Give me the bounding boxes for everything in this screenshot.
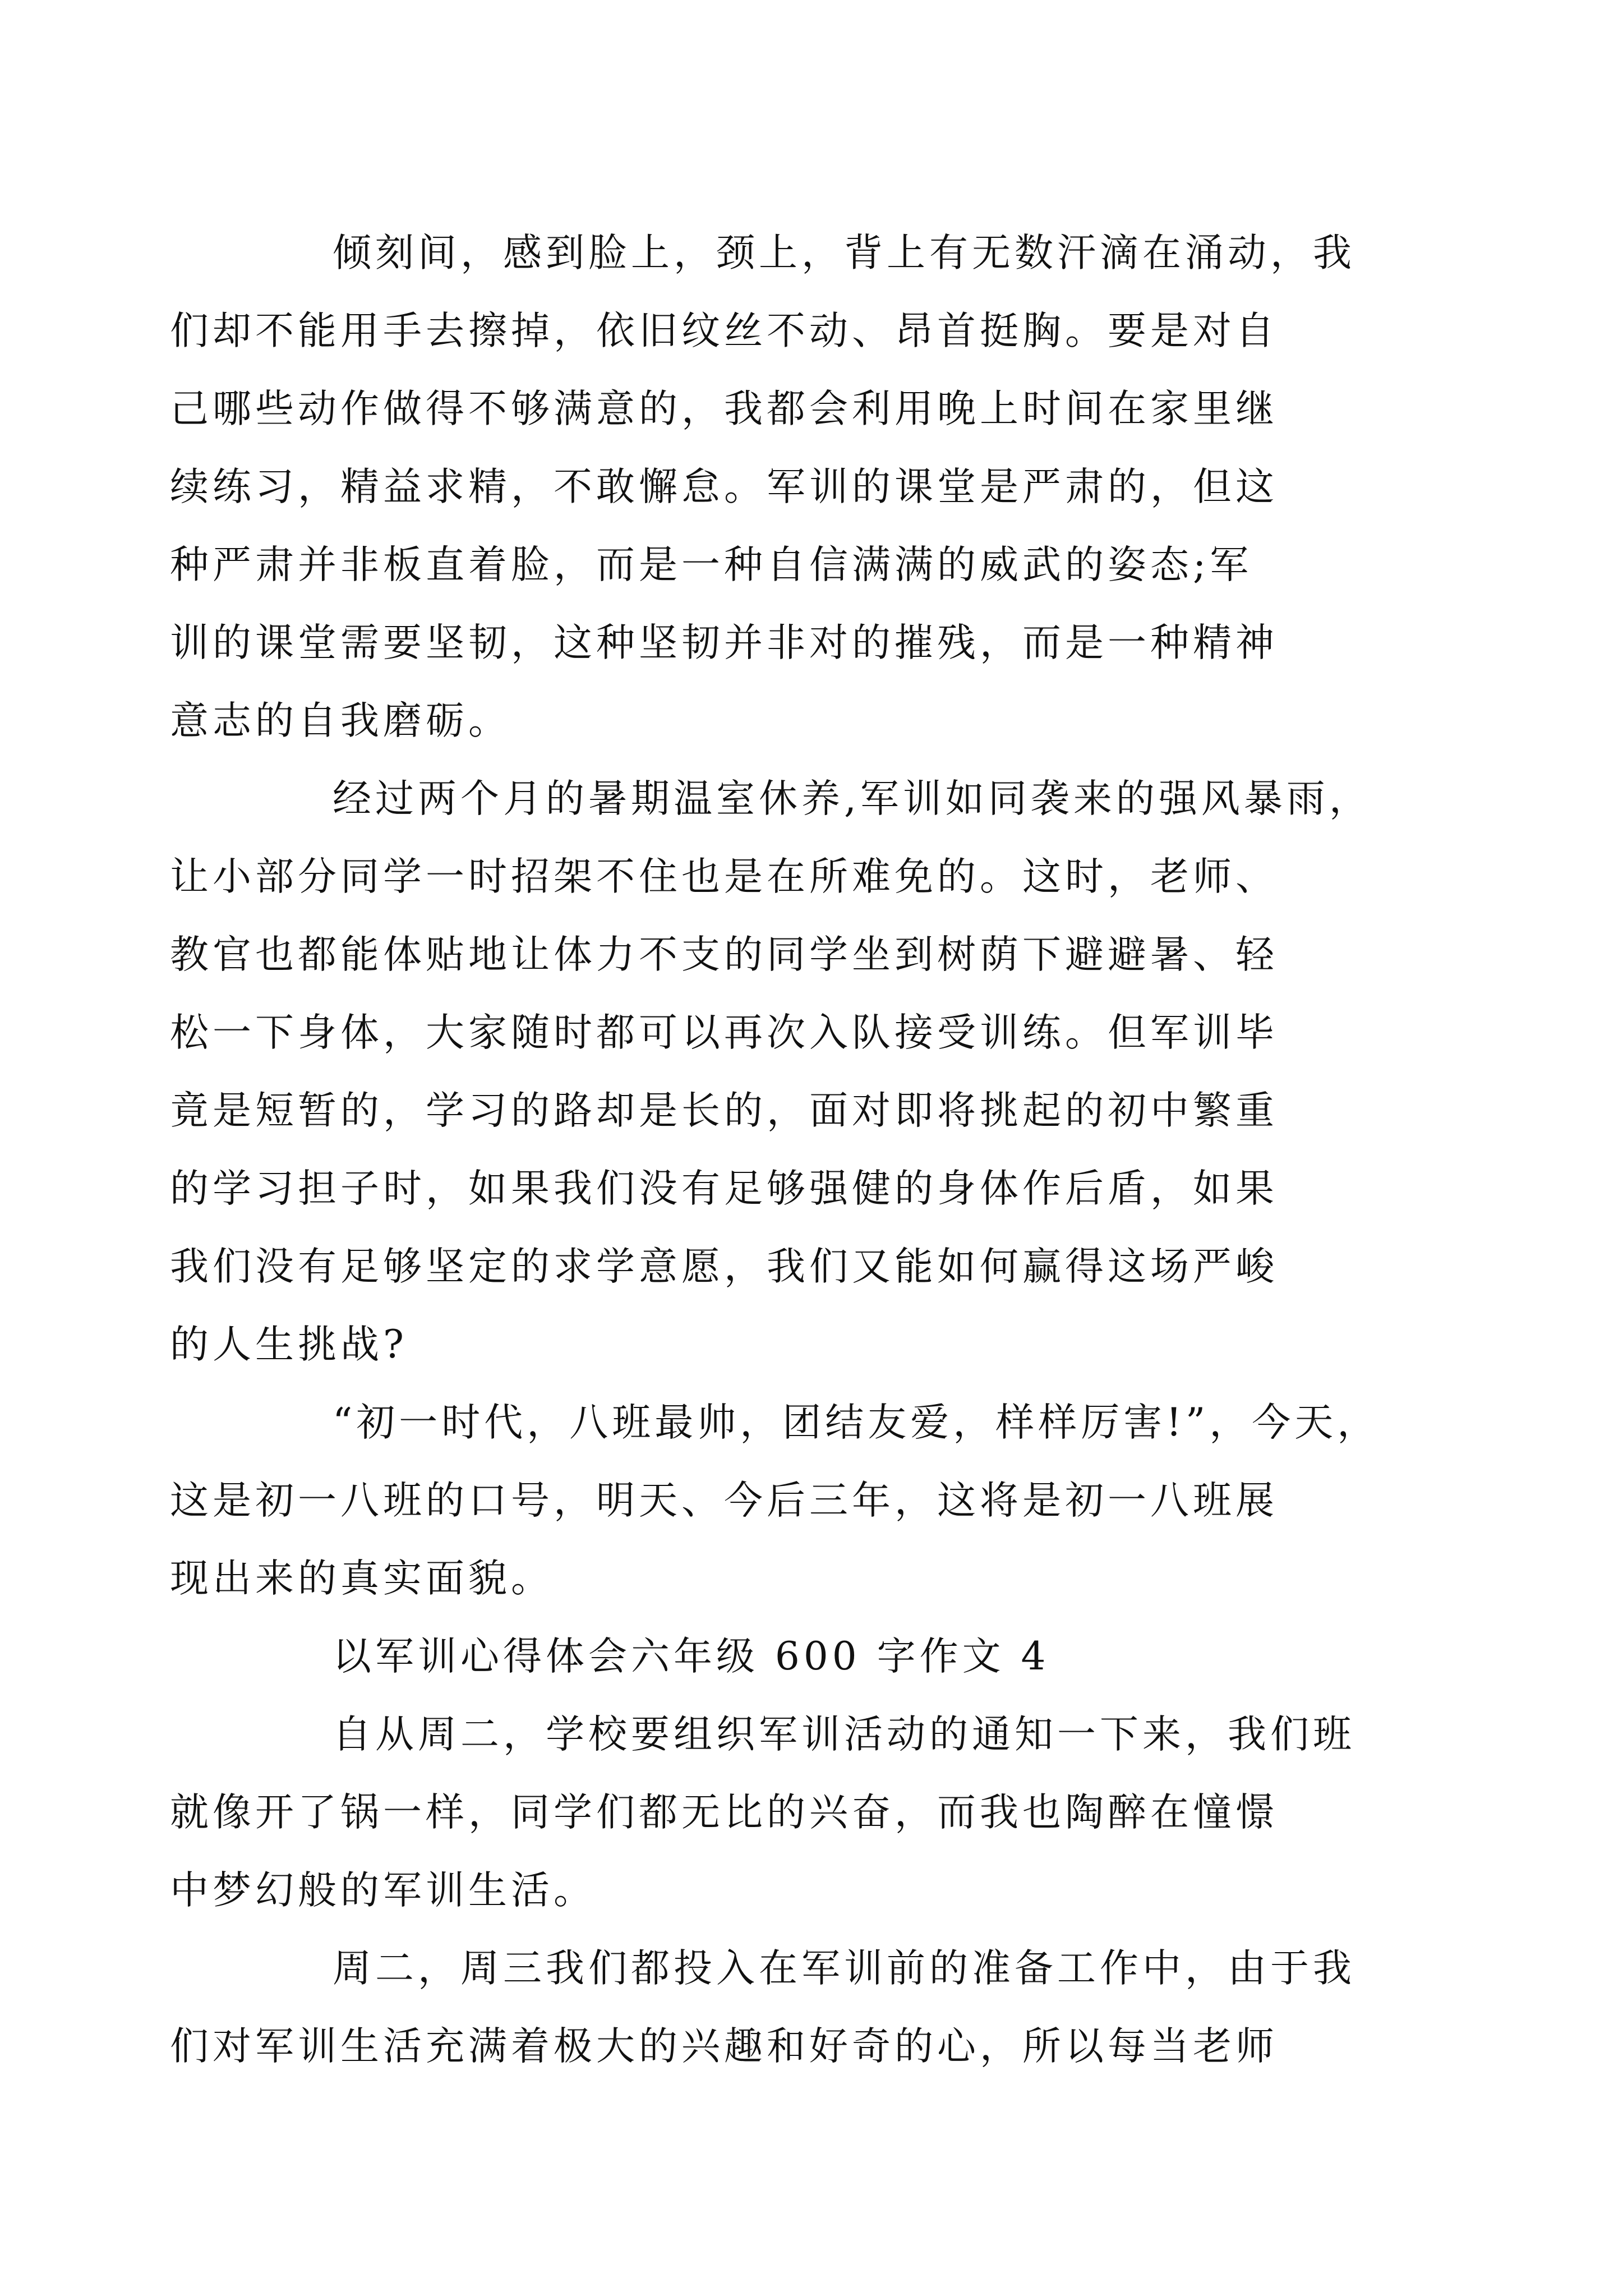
text-line: 的人生挑战? bbox=[170, 1322, 408, 1367]
paragraph bbox=[170, 214, 1390, 760]
paragraph bbox=[170, 1384, 1390, 1618]
text-line: 让小部分同学一时招架不住也是在所难免的。这时，老师、 bbox=[170, 854, 1278, 899]
text-line: 倾刻间，感到脸上，颈上，背上有无数汗滴在涌动，我 bbox=[333, 231, 1355, 275]
text-line: 中梦幻般的军训生活。 bbox=[170, 1868, 596, 1913]
text-line: 经过两个月的暑期温室休养,军训如同袭来的强风暴雨， bbox=[333, 776, 1372, 821]
text-line: 种严肃并非板直着脸，而是一种自信满满的威武的姿态;军 bbox=[170, 542, 1253, 587]
text-line: 就像开了锅一样，同学们都无比的兴奋，而我也陶醉在憧憬 bbox=[170, 1790, 1278, 1835]
text-line: 松一下身体，大家随时都可以再次入队接受训练。但军训毕 bbox=[170, 1010, 1278, 1055]
text-line: 们对军训生活充满着极大的兴趣和好奇的心，所以每当老师 bbox=[170, 2024, 1278, 2069]
text-line: 意志的自我磨砺。 bbox=[170, 698, 511, 743]
text-line: “初一时代，八班最帅，团结友爱，样样厉害!”，今天， bbox=[333, 1400, 1380, 1445]
text-line: 竟是短暂的，学习的路却是长的，面对即将挑起的初中繁重 bbox=[170, 1088, 1278, 1133]
text-line: 续练习，精益求精，不敢懈怠。军训的课堂是严肃的，但这 bbox=[170, 464, 1278, 509]
paragraph bbox=[170, 760, 1390, 1384]
text-line: 己哪些动作做得不够满意的，我都会利用晚上时间在家里继 bbox=[170, 386, 1278, 431]
paragraph bbox=[170, 1696, 1390, 1930]
text-line: 这是初一八班的口号，明天、今后三年，这将是初一八班展 bbox=[170, 1478, 1278, 1523]
text-line: 教官也都能体贴地让体力不支的同学坐到树荫下避避暑、轻 bbox=[170, 932, 1278, 977]
text-line: 训的课堂需要坚韧，这种坚韧并非对的摧残，而是一种精神 bbox=[170, 620, 1278, 665]
document-body bbox=[170, 214, 1390, 2086]
text-line: 现出来的真实面貌。 bbox=[170, 1556, 554, 1601]
text-line: 的学习担子时，如果我们没有足够强健的身体作后盾，如果 bbox=[170, 1166, 1278, 1211]
section-heading: 以军训心得体会六年级 600 字作文 4 bbox=[333, 1634, 1050, 1679]
text-line: 们却不能用手去擦掉，依旧纹丝不动、昂首挺胸。要是对自 bbox=[170, 309, 1278, 353]
text-line: 自从周二，学校要组织军训活动的通知一下来，我们班 bbox=[333, 1712, 1355, 1757]
text-line: 我们没有足够坚定的求学意愿，我们又能如何赢得这场严峻 bbox=[170, 1244, 1278, 1289]
text-line: 周二，周三我们都投入在军训前的准备工作中，由于我 bbox=[333, 1946, 1355, 1991]
paragraph bbox=[170, 1930, 1390, 2086]
